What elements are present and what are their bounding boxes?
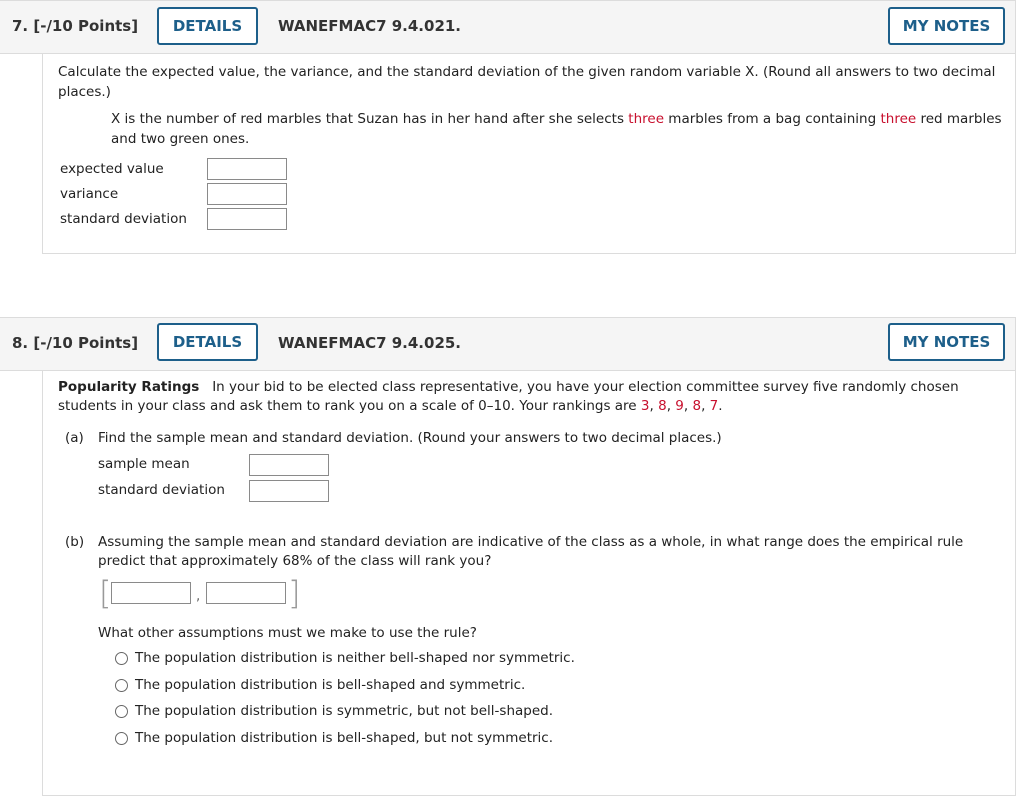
q7-my-notes-button[interactable]: MY NOTES — [888, 7, 1005, 45]
q8-range-lower-input[interactable] — [111, 582, 191, 604]
q8-option-4-label[interactable]: The population distribution is bell-shaped, but not symmetric. — [135, 730, 554, 746]
q8-sample-mean-input[interactable] — [249, 454, 329, 476]
q8-intro-line2: students in your class and ask them to rank you on a scale of 0–10. Your rankings are 3, 8, 9, 8, 7. — [58, 398, 723, 414]
interval-open-bracket: [ — [99, 574, 112, 612]
q7-number: 7. [-/10 Points] — [12, 17, 139, 35]
q7-details-button[interactable]: DETAILS — [157, 7, 258, 45]
q7-variance-input[interactable] — [207, 183, 287, 205]
q7-standard-deviation-label: standard deviation — [60, 211, 187, 227]
q8-standard-deviation-label: standard deviation — [98, 482, 225, 498]
q8-details-button[interactable]: DETAILS — [157, 323, 258, 361]
q7-problem-text-mid: marbles from a bag containing — [664, 111, 881, 127]
q7-body — [42, 54, 1016, 254]
q8-code: WANEFMAC7 9.4.025. — [278, 334, 462, 352]
q7-standard-deviation-input[interactable] — [207, 208, 287, 230]
q8-number: 8. [-/10 Points] — [12, 334, 139, 352]
q8-part-a-label: (a) — [65, 430, 84, 446]
q8-ranking-2: 8 — [658, 398, 667, 414]
q8-title: Popularity Ratings — [58, 379, 200, 395]
q8-part-a-text: Find the sample mean and standard deviation. (Round your answers to two decimal places.) — [98, 430, 722, 446]
q8-option-2-radio[interactable] — [115, 679, 128, 692]
q7-problem-text-end: red marbles — [916, 111, 1002, 127]
q7-problem-line1 — [111, 109, 1002, 129]
q7-problem-text: X is the number of red marbles that Suzan has in her hand after she selects — [111, 111, 629, 127]
q8-header — [0, 317, 1016, 371]
q8-option-1-radio[interactable] — [115, 652, 128, 665]
q8-body — [42, 371, 1016, 796]
q8-option-3-radio[interactable] — [115, 705, 128, 718]
q7-intro-line1: Calculate the expected value, the variance, and the standard deviation of the given random variable X. (Round all answers to two decimal — [58, 64, 996, 80]
q8-part-b-label: (b) — [65, 534, 85, 550]
q8-option-1-label[interactable]: The population distribution is neither bell-shaped nor symmetric. — [135, 650, 575, 666]
q8-part-b-line2: predict that approximately 68% of the class will rank you? — [98, 553, 492, 569]
q7-header — [0, 0, 1016, 54]
q7-code: WANEFMAC7 9.4.021. — [278, 17, 462, 35]
q7-problem-line2: and two green ones. — [111, 131, 250, 147]
q7-intro-line2: places.) — [58, 84, 111, 100]
q7-expected-value-label: expected value — [60, 161, 164, 177]
q7-highlight-three-2: three — [880, 111, 917, 127]
q8-assumptions-question: What other assumptions must we make to use the rule? — [98, 625, 477, 641]
q8-ranking-3: 9 — [675, 398, 684, 414]
q8-option-3-label[interactable]: The population distribution is symmetric, but not bell-shaped. — [135, 703, 554, 719]
q7-variance-label: variance — [60, 186, 119, 202]
q8-option-2-label[interactable]: The population distribution is bell-shaped and symmetric. — [135, 677, 526, 693]
q7-expected-value-input[interactable] — [207, 158, 287, 180]
q8-intro-text2: students in your class and ask them to rank you on a scale of 0–10. Your rankings are — [58, 398, 641, 414]
interval-close-bracket: ] — [288, 574, 301, 612]
q8-sample-mean-label: sample mean — [98, 456, 190, 472]
q8-ranking-4: 8 — [692, 398, 702, 414]
interval-comma: , — [196, 588, 201, 604]
q8-intro-line1 — [58, 377, 959, 397]
q8-range-upper-input[interactable] — [206, 582, 286, 604]
q8-standard-deviation-input[interactable] — [249, 480, 329, 502]
q8-ranking-5: 7 — [709, 398, 719, 414]
q8-option-4-radio[interactable] — [115, 732, 128, 745]
q7-highlight-three-1: three — [628, 111, 664, 127]
q8-intro-text: In your bid to be elected class representative, you have your election committee survey five randomly chosen — [212, 379, 959, 395]
q8-part-b-line1: Assuming the sample mean and standard deviation are indicative of the class as a whole, in what range does the empirical rule — [98, 534, 964, 550]
q8-ranking-1: 3 — [640, 398, 650, 414]
q8-my-notes-button[interactable]: MY NOTES — [888, 323, 1005, 361]
